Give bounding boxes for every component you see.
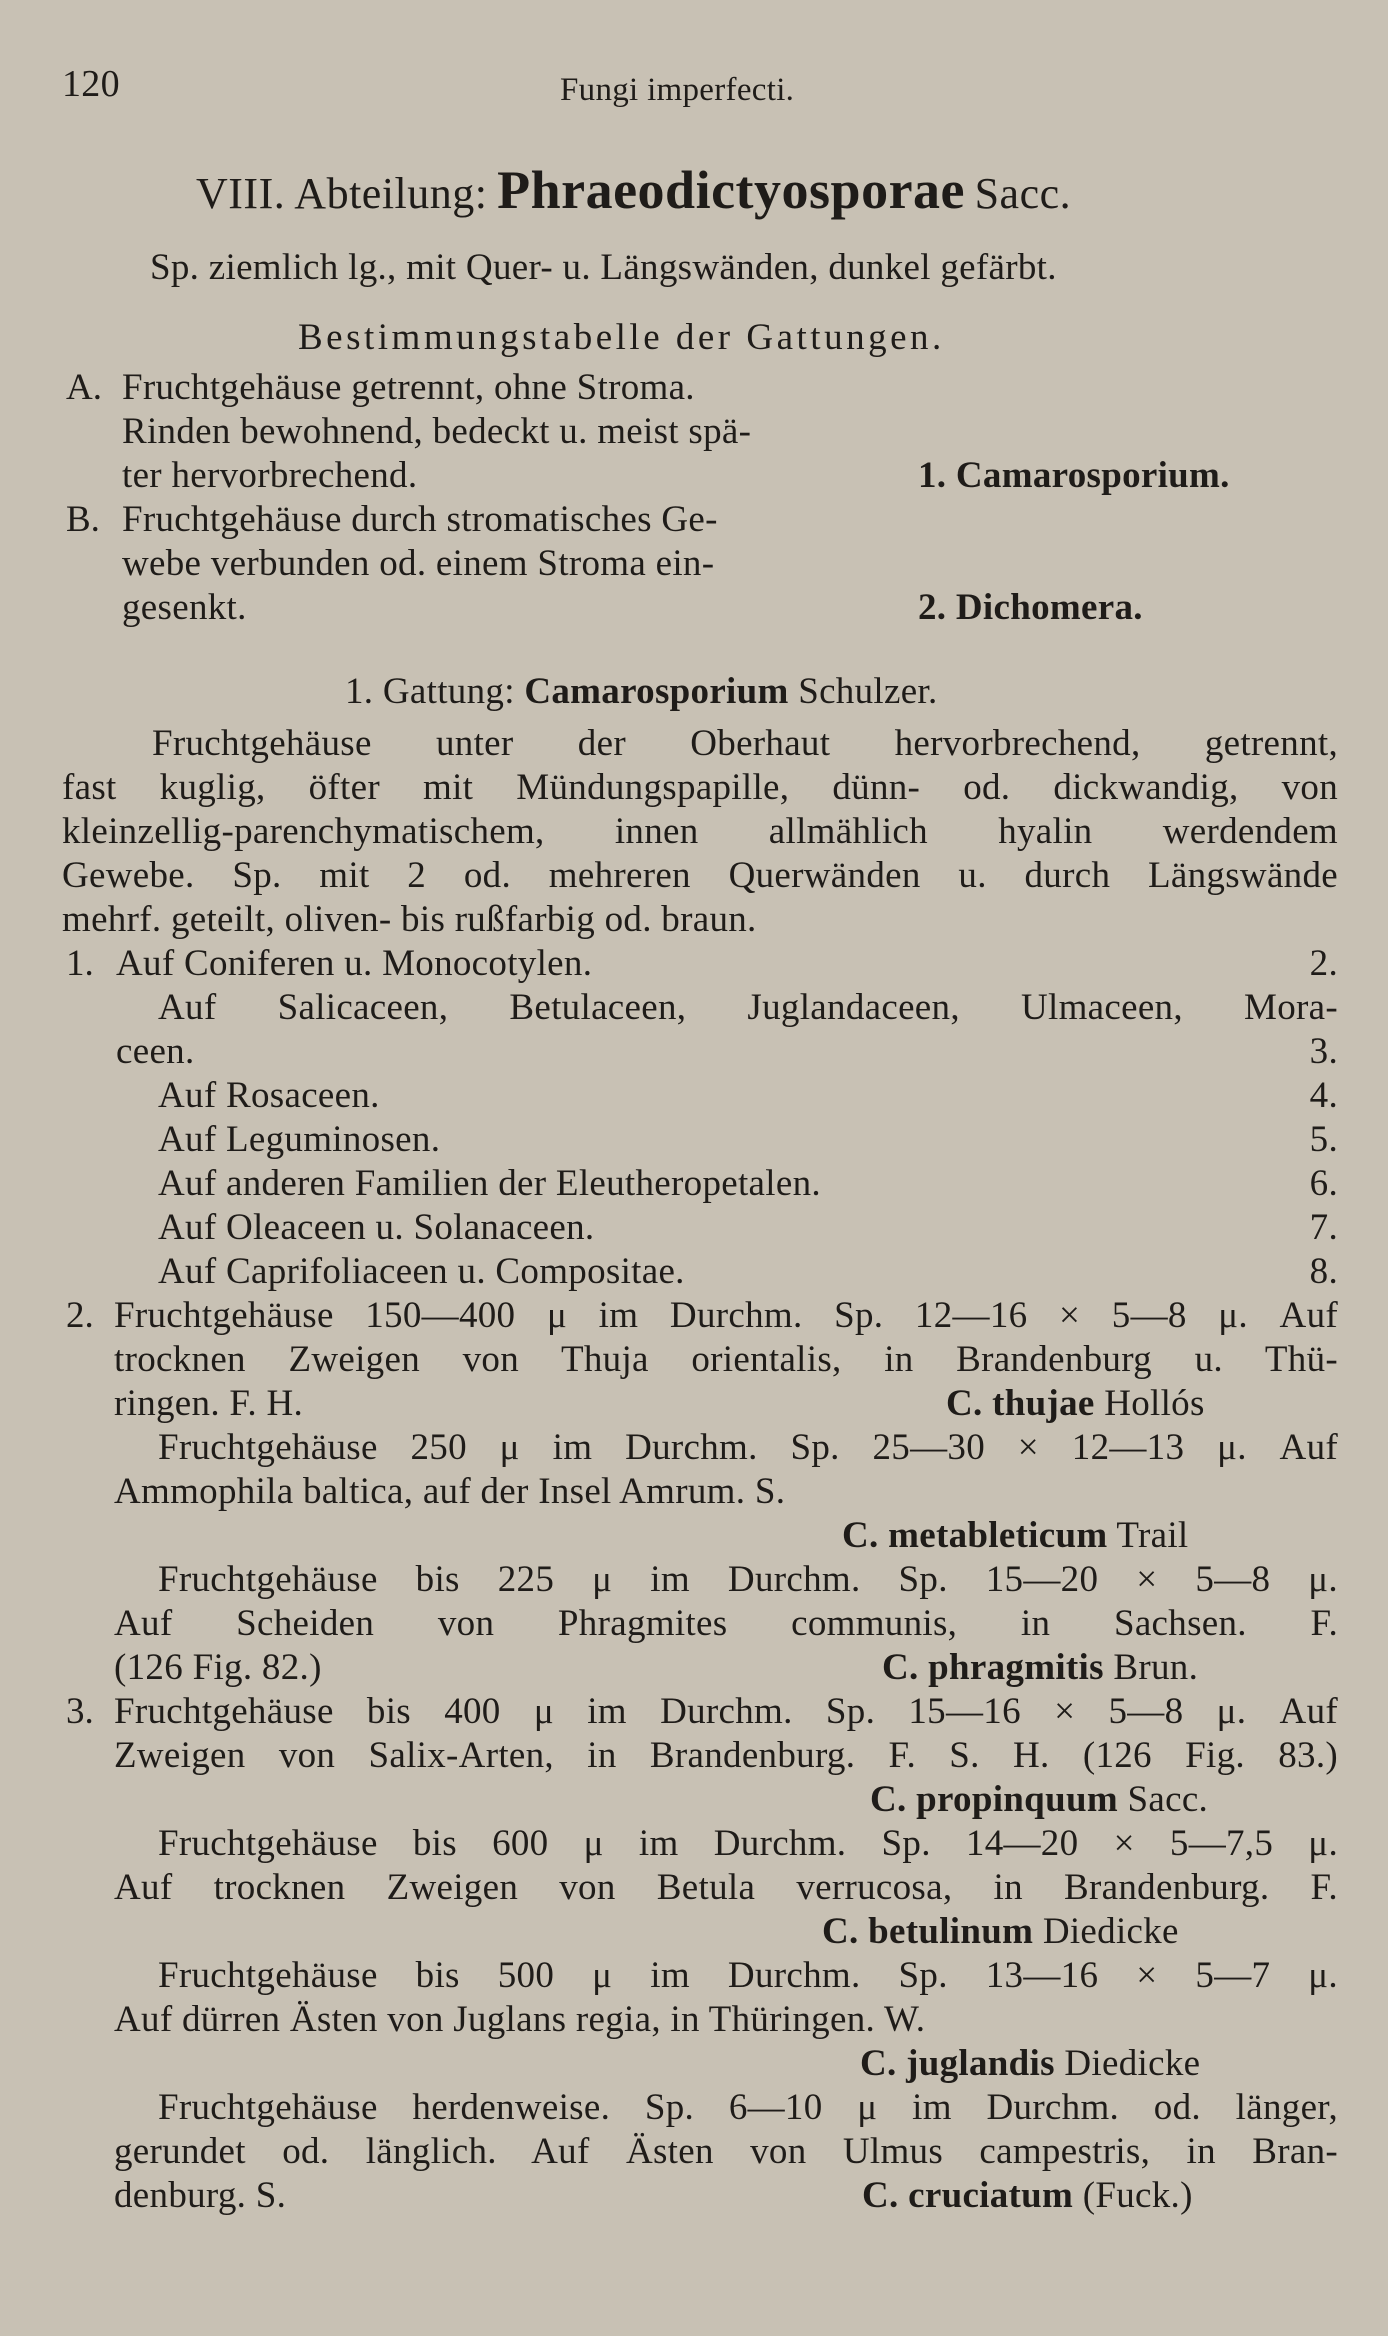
couplet-ref: 7. <box>1309 1207 1338 1248</box>
genus-prefix: 1. Gattung: <box>345 671 515 712</box>
section-description: Sp. ziemlich lg., mit Quer- u. Längswänden, dunkel gefärbt. <box>150 247 1057 288</box>
species-text: Fruchtgehäuse 250 μ im Durchm. Sp. 25—30 × 12—13 μ. Auf <box>158 1427 1338 1468</box>
species-author: Diedicke <box>1064 2043 1201 2084</box>
species-text: Fruchtgehäuse 150—400 μ im Durchm. Sp. 12—16 × 5—8 μ. Auf <box>114 1295 1338 1336</box>
couplet-option: Auf anderen Familien der Eleutheropetalen. <box>158 1163 821 1204</box>
key-a-result: 1. Camarosporium. <box>918 455 1230 496</box>
couplet-option: ceen. <box>116 1031 195 1072</box>
couplet-option: Auf Coniferen u. Monocotylen. <box>116 943 593 984</box>
genus-description-line: kleinzellig-parenchymatischem, innen allmählich hyalin werdendem <box>62 811 1338 852</box>
genus-description-line: Gewebe. Sp. mit 2 od. mehreren Querwänden u. durch Längswände <box>62 855 1338 896</box>
species-text: denburg. S. <box>114 2175 287 2216</box>
species-binomial: C. juglandis <box>860 2043 1055 2084</box>
key-b-line: Fruchtgehäuse durch stromatisches Ge- <box>122 499 718 540</box>
species-binomial: C. betulinum <box>822 1911 1034 1952</box>
genus-heading <box>345 670 938 714</box>
species-binomial: C. propinquum <box>870 1779 1118 1820</box>
section-name: Phraeodictyosporae <box>497 160 965 220</box>
species-binomial: C. phragmitis <box>882 1647 1104 1688</box>
species-text: Auf Scheiden von Phragmites communis, in Sachsen. F. <box>114 1603 1338 1644</box>
key-title: Bestimmungstabelle der Gattungen. <box>298 317 945 358</box>
genus-author: Schulzer. <box>798 671 938 712</box>
key-a-line: Fruchtgehäuse getrennt, ohne Stroma. <box>122 367 695 408</box>
species-name <box>882 1646 1198 1690</box>
section-heading <box>196 160 1071 227</box>
species-binomial: C. thujae <box>946 1383 1095 1424</box>
key-b-label: B. <box>66 499 100 540</box>
section-prefix: VIII. Abteilung: <box>196 169 488 218</box>
species-binomial: C. metableticum <box>842 1515 1108 1556</box>
species-text: Auf trocknen Zweigen von Betula verrucosa, in Brandenburg. F. <box>114 1867 1338 1908</box>
species-text: Fruchtgehäuse bis 600 μ im Durchm. Sp. 14—20 × 5—7,5 μ. <box>158 1823 1338 1864</box>
species-name <box>870 1778 1208 1822</box>
species-text: Fruchtgehäuse bis 225 μ im Durchm. Sp. 15—20 × 5—8 μ. <box>158 1559 1338 1600</box>
key-b-line: gesenkt. <box>122 587 247 628</box>
species-text: Ammophila baltica, auf der Insel Amrum. S. <box>114 1471 786 1512</box>
species-author: (Fuck.) <box>1082 2175 1193 2216</box>
species-text: Fruchtgehäuse herdenweise. Sp. 6—10 μ im Durchm. od. länger, <box>158 2087 1338 2128</box>
couplet-option: Auf Leguminosen. <box>158 1119 441 1160</box>
species-text: gerundet od. länglich. Auf Ästen von Ulmus campestris, in Bran- <box>114 2131 1338 2172</box>
species-text: Auf dürren Ästen von Juglans regia, in Thüringen. W. <box>114 1999 926 2040</box>
couplet-number: 2. <box>66 1295 94 1336</box>
couplet-number: 1. <box>66 943 94 984</box>
couplet-option: Auf Oleaceen u. Solanaceen. <box>158 1207 595 1248</box>
genus-description-line: Fruchtgehäuse unter der Oberhaut hervorbrechend, getrennt, <box>152 723 1338 764</box>
page-number: 120 <box>62 63 120 105</box>
species-name <box>946 1382 1205 1426</box>
species-text: trocknen Zweigen von Thuja orientalis, in Brandenburg u. Thü- <box>114 1339 1338 1380</box>
species-text: Fruchtgehäuse bis 500 μ im Durchm. Sp. 13—16 × 5—7 μ. <box>158 1955 1338 1996</box>
species-author: Brun. <box>1113 1647 1199 1688</box>
genus-description-line: mehrf. geteilt, oliven- bis rußfarbig od. braun. <box>62 899 757 940</box>
key-b-result: 2. Dichomera. <box>918 587 1143 628</box>
key-a-label: A. <box>66 367 102 408</box>
species-author: Hollós <box>1104 1383 1205 1424</box>
key-a-line: Rinden bewohnend, bedeckt u. meist spä- <box>122 411 752 452</box>
couplet-ref: 8. <box>1309 1251 1338 1292</box>
running-title: Fungi imperfecti. <box>560 72 795 108</box>
couplet-ref: 4. <box>1309 1075 1338 1116</box>
couplet-option: Auf Salicaceen, Betulaceen, Juglandaceen, Ulmaceen, Mora- <box>158 987 1338 1028</box>
section-author: Sacc. <box>974 169 1072 218</box>
couplet-ref: 6. <box>1309 1163 1338 1204</box>
species-text: Zweigen von Salix-Arten, in Brandenburg. F. S. H. (126 Fig. 83.) <box>114 1735 1338 1776</box>
species-binomial: C. cruciatum <box>862 2175 1074 2216</box>
species-name <box>862 2174 1193 2218</box>
genus-name: Camarosporium <box>524 671 789 712</box>
couplet-ref: 2. <box>1309 943 1338 984</box>
key-a-line: ter hervorbrechend. <box>122 455 418 496</box>
genus-description-line: fast kuglig, öfter mit Mündungspapille, dünn- od. dickwandig, von <box>62 767 1338 808</box>
couplet-number: 3. <box>66 1691 94 1732</box>
species-author: Sacc. <box>1127 1779 1209 1820</box>
species-name <box>822 1910 1179 1954</box>
couplet-ref: 3. <box>1309 1031 1338 1072</box>
couplet-option: Auf Caprifoliaceen u. Compositae. <box>158 1251 685 1292</box>
species-text: Fruchtgehäuse bis 400 μ im Durchm. Sp. 15—16 × 5—8 μ. Auf <box>114 1691 1338 1732</box>
species-text: ringen. F. H. <box>114 1383 304 1424</box>
species-name <box>860 2042 1200 2086</box>
species-author: Trail <box>1116 1515 1189 1556</box>
couplet-ref: 5. <box>1309 1119 1338 1160</box>
species-name <box>842 1514 1189 1558</box>
species-author: Diedicke <box>1042 1911 1179 1952</box>
key-b-line: webe verbunden od. einem Stroma ein- <box>122 543 715 584</box>
couplet-option: Auf Rosaceen. <box>158 1075 380 1116</box>
species-text: (126 Fig. 82.) <box>114 1647 322 1688</box>
